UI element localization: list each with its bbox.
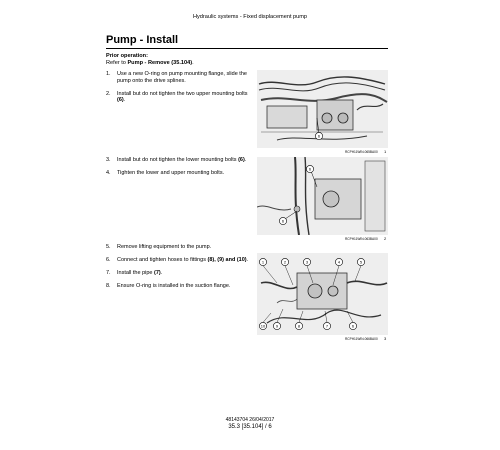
figure-1-drawing <box>257 70 388 148</box>
figure-3-callout-1: 1 <box>261 259 265 265</box>
step-number: 3. <box>106 157 111 163</box>
step-item <box>106 257 256 264</box>
figure-3-callout-4: 4 <box>337 259 341 265</box>
page-footer <box>0 417 500 431</box>
figure-2-callout-upper: 6 <box>308 166 312 172</box>
section-title: Pump - Install <box>106 34 179 46</box>
step-text: Connect and tighten hoses to fittings <box>117 257 208 264</box>
prior-operation-label: Prior operation: <box>106 53 148 59</box>
steps-group-3 <box>106 244 256 296</box>
figure-2-number: 2 <box>384 236 387 241</box>
figure-2 <box>257 157 388 235</box>
step-end: . <box>246 257 249 264</box>
step-item <box>106 91 256 104</box>
step-number: 1. <box>106 71 111 77</box>
step-ref: (6) <box>117 97 124 104</box>
figure-3-callout-10: 10 <box>260 323 266 329</box>
step-text: Ensure O-ring is installed in the suction flange. <box>117 283 231 290</box>
step-item <box>106 157 256 164</box>
figure-2-callout-lower: 6 <box>281 218 285 224</box>
step-number: 4. <box>106 170 111 177</box>
step-text: Install but do not tighten the two upper mounting bolts <box>117 90 248 97</box>
figure-3-ref: RCPH11WIN-066BA00 <box>345 337 378 341</box>
step-text: Install the pipe <box>117 270 154 277</box>
figure-2-ref: RCPH11WIN-063BA00 <box>345 237 378 241</box>
document-code: 48143704 26/04/2017 <box>225 417 275 423</box>
figure-3-callout-5: 5 <box>359 259 363 265</box>
step-ref: (7) <box>154 270 161 277</box>
step-text: Remove lifting equipment to the pump. <box>117 244 212 250</box>
step-ref: (8), (9) and (10) <box>207 257 247 264</box>
step-text: Use a new O-ring on pump mounting flange, slide the pump onto the drive splines. <box>117 71 247 84</box>
figure-3-callout-8: 8 <box>297 323 301 329</box>
prior-operation <box>106 53 194 67</box>
step-item <box>106 270 256 277</box>
figure-3-callout-7: 7 <box>325 323 329 329</box>
step-text: Tighten the lower and upper mounting bolts. <box>117 170 225 177</box>
step-end: . <box>244 157 247 163</box>
step-number: 7. <box>106 270 111 277</box>
running-header: Hydraulic systems - Fixed displacement pump <box>192 14 308 20</box>
step-item <box>106 244 256 251</box>
step-item <box>106 170 256 177</box>
figure-3-callout-6: 6 <box>351 323 355 329</box>
steps-group-2 <box>106 157 256 183</box>
step-number: 8. <box>106 283 111 290</box>
figure-1 <box>257 70 388 148</box>
step-item <box>106 71 256 84</box>
refer-link[interactable]: Pump - Remove (35.104) <box>127 60 193 66</box>
figure-1-callout: 6 <box>317 133 321 139</box>
step-number: 5. <box>106 244 111 250</box>
step-ref: (6) <box>238 157 245 163</box>
prior-operation-reference <box>106 60 194 67</box>
step-end: . <box>123 97 126 104</box>
title-rule <box>106 48 388 49</box>
steps-group-1 <box>106 71 256 110</box>
step-number: 6. <box>106 257 111 264</box>
figure-1-ref: RCPH11WIN-065BA00 <box>345 150 378 154</box>
figure-3-callout-2: 2 <box>283 259 287 265</box>
figure-3-callout-9: 9 <box>275 323 279 329</box>
figure-3-number: 3 <box>384 336 387 341</box>
figure-2-drawing <box>257 157 388 235</box>
figure-3-callout-3: 3 <box>305 259 309 265</box>
figure-1-number: 1 <box>384 149 387 154</box>
step-number: 2. <box>106 90 111 97</box>
step-item <box>106 283 256 290</box>
page-number: 35.3 [35.104] / 6 <box>228 424 272 430</box>
figure-3 <box>257 253 388 335</box>
refer-text: Refer to <box>106 60 128 66</box>
step-text: Install but do not tighten the lower mounting bolts <box>117 157 239 163</box>
refer-end: . <box>192 60 194 66</box>
step-end: . <box>160 270 163 277</box>
figure-3-drawing <box>257 253 388 335</box>
